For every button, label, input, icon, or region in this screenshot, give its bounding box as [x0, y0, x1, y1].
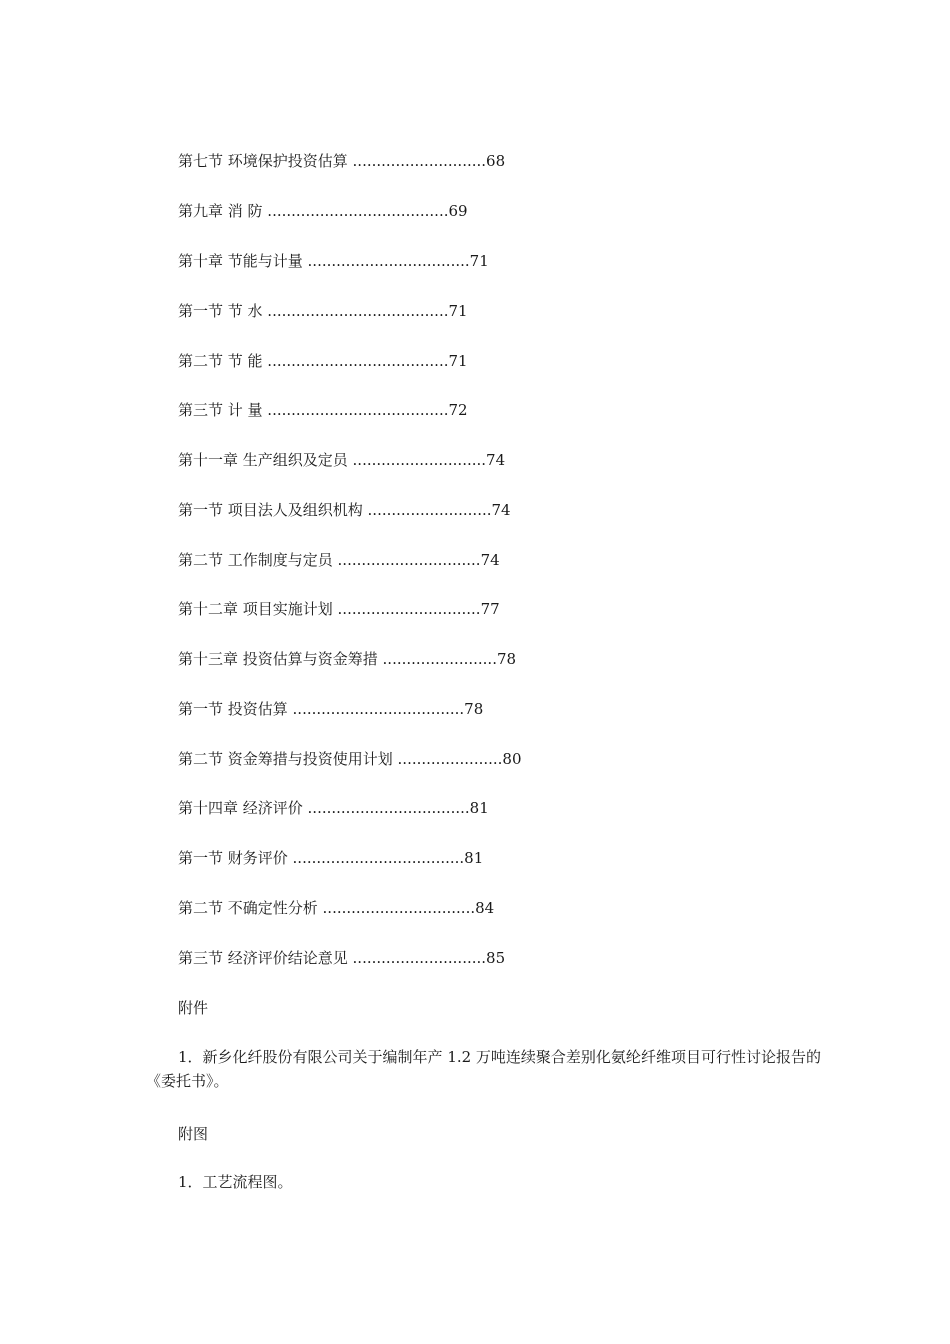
toc-entry: 第十三章 投资估算与资金筹措 ........................78: [178, 650, 517, 668]
toc-entry: 第一节 节 水 ......................................71: [178, 302, 468, 320]
toc-entry: 第二节 资金筹措与投资使用计划 ......................80: [178, 750, 522, 768]
figure-item: 1．工艺流程图。: [178, 1173, 293, 1191]
toc-entry: 第一节 财务评价 ....................................81: [178, 849, 484, 867]
attachments-heading: 附件: [178, 999, 209, 1017]
toc-entry: 第二节 不确定性分析 ................................84: [178, 899, 495, 917]
toc-entry: 第十二章 项目实施计划 ..............................77: [178, 600, 500, 618]
toc-entry: 第二节 节 能 ......................................71: [178, 352, 468, 370]
toc-entry: 第十一章 生产组织及定员 ............................74: [178, 451, 506, 469]
toc-entry: 第十四章 经济评价 ..................................81: [178, 799, 489, 817]
attachment-text: 1．新乡化纤股份有限公司关于编制年产 1.2 万吨连续聚合差别化氨纶纤维项目可行性讨论报告的《委托书》。: [146, 1048, 821, 1090]
toc-entry: 第一节 投资估算 ....................................78: [178, 700, 484, 718]
attachment-item: [146, 1045, 826, 1093]
toc-entry: 第十章 节能与计量 ..................................71: [178, 252, 489, 270]
toc-entry: 第七节 环境保护投资估算 ............................68: [178, 152, 506, 170]
toc-entry: 第二节 工作制度与定员 ..............................74: [178, 551, 500, 569]
toc-entry: 第一节 项目法人及组织机构 ..........................74: [178, 501, 511, 519]
figures-heading: 附图: [178, 1125, 209, 1143]
toc-entry: 第三节 计 量 ......................................72: [178, 401, 468, 419]
toc-entry: 第三节 经济评价结论意见 ............................85: [178, 949, 506, 967]
toc-entry: 第九章 消 防 ......................................69: [178, 202, 468, 220]
